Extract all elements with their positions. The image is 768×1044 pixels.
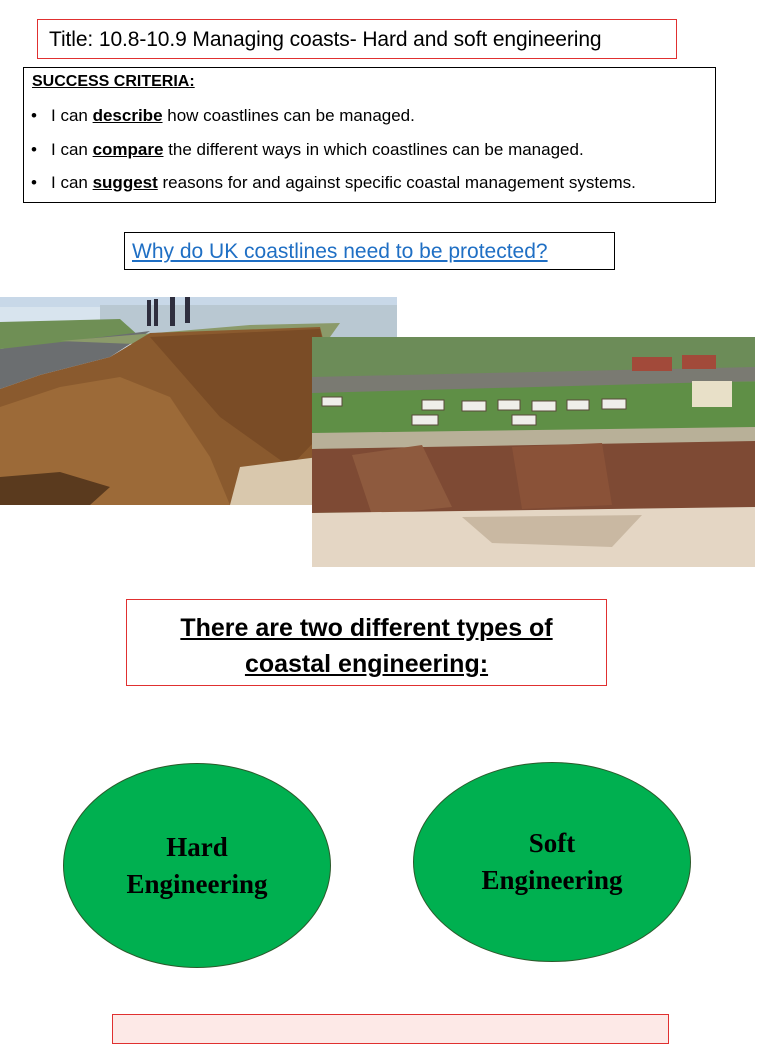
aerial-coastline-photo [312,337,755,567]
engineering-types-box [126,599,607,686]
hard-engineering-oval: Hard Engineering [63,763,331,968]
criteria-item-suggest: • I can suggest reasons for and against specific coastal management systems. [31,173,636,192]
criteria-item-describe: • I can describe how coastlines can be managed. [31,106,415,125]
soft-engineering-oval: Soft Engineering [413,762,691,962]
criteria-item-compare: • I can compare the different ways in which coastlines can be managed. [31,140,584,159]
criteria-keyword: suggest [92,173,158,192]
question-box [124,232,615,270]
bullet-icon: • [31,140,37,159]
question-link[interactable]: Why do UK coastlines need to be protected? [132,240,548,263]
title-box [37,19,677,59]
success-criteria-box [23,67,716,203]
criteria-keyword: compare [92,140,164,159]
bullet-icon: • [31,173,37,192]
bullet-icon: • [31,106,37,125]
criteria-keyword: describe [92,106,163,125]
engineering-types-heading: There are two different types of coastal engineering: [180,614,553,678]
success-criteria-heading: SUCCESS CRITERIA: [32,73,195,90]
bottom-box [112,1014,669,1044]
page-title: Title: 10.8-10.9 Managing coasts- Hard and soft engineering [49,28,602,51]
